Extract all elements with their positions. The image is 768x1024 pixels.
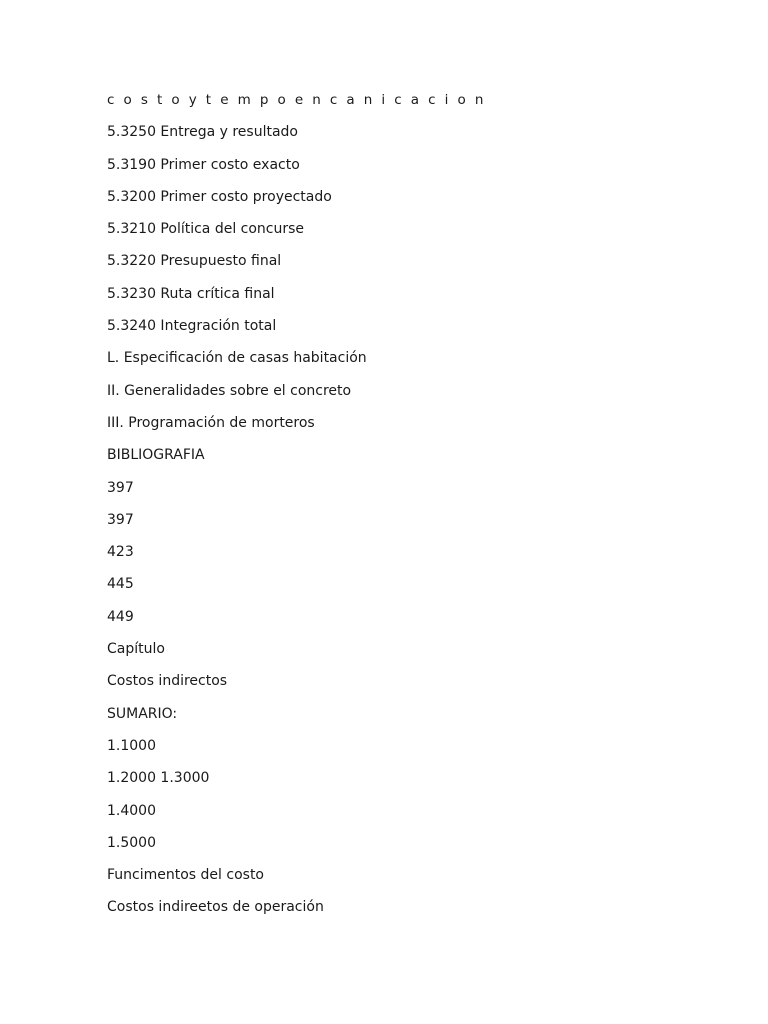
toc-entry-5-3220: 5.3220 Presupuesto final [107, 253, 282, 270]
chapter-label: Capítulo [107, 641, 165, 658]
appendix-i: L. Especificación de casas habitación [107, 350, 367, 367]
summary-item: 1.5000 [107, 834, 156, 851]
summary-item: 1.1000 [107, 737, 156, 754]
page-number: 397 [107, 479, 134, 496]
bibliography-heading: BIBLIOGRAFIA [107, 447, 205, 464]
toc-entry-5-3250: 5.3250 Entrega y resultado [107, 124, 298, 141]
summary-item: 1.2000 1.3000 [107, 770, 210, 787]
appendix-ii: II. Generalidades sobre el concreto [107, 382, 352, 399]
text-lines [107, 89, 486, 929]
summary-text: Funcimentos del costo [107, 867, 264, 884]
page-number: 445 [107, 576, 134, 593]
page-number: 449 [107, 608, 134, 625]
toc-entry-5-3210: 5.3210 Política del concurse [107, 221, 305, 238]
toc-entry-5-3230: 5.3230 Ruta crítica final [107, 285, 275, 302]
appendix-iii: III. Programación de morteros [107, 414, 315, 431]
toc-entry-5-3200: 5.3200 Primer costo proyectado [107, 188, 332, 205]
summary-item: 1.4000 [107, 802, 156, 819]
chapter-title: Costos indirectos [107, 673, 228, 690]
header-spaced-text: c o s t o y t e m p o e n c a n i c a c i o n [107, 92, 486, 108]
summary-text: Costos indireetos de operación [107, 899, 324, 916]
page-number: 397 [107, 511, 134, 528]
toc-entry-5-3190: 5.3190 Primer costo exacto [107, 156, 300, 173]
summary-heading: SUMARIO: [107, 705, 178, 722]
page-number: 423 [107, 544, 134, 561]
toc-entry-5-3240: 5.3240 Integración total [107, 318, 277, 335]
